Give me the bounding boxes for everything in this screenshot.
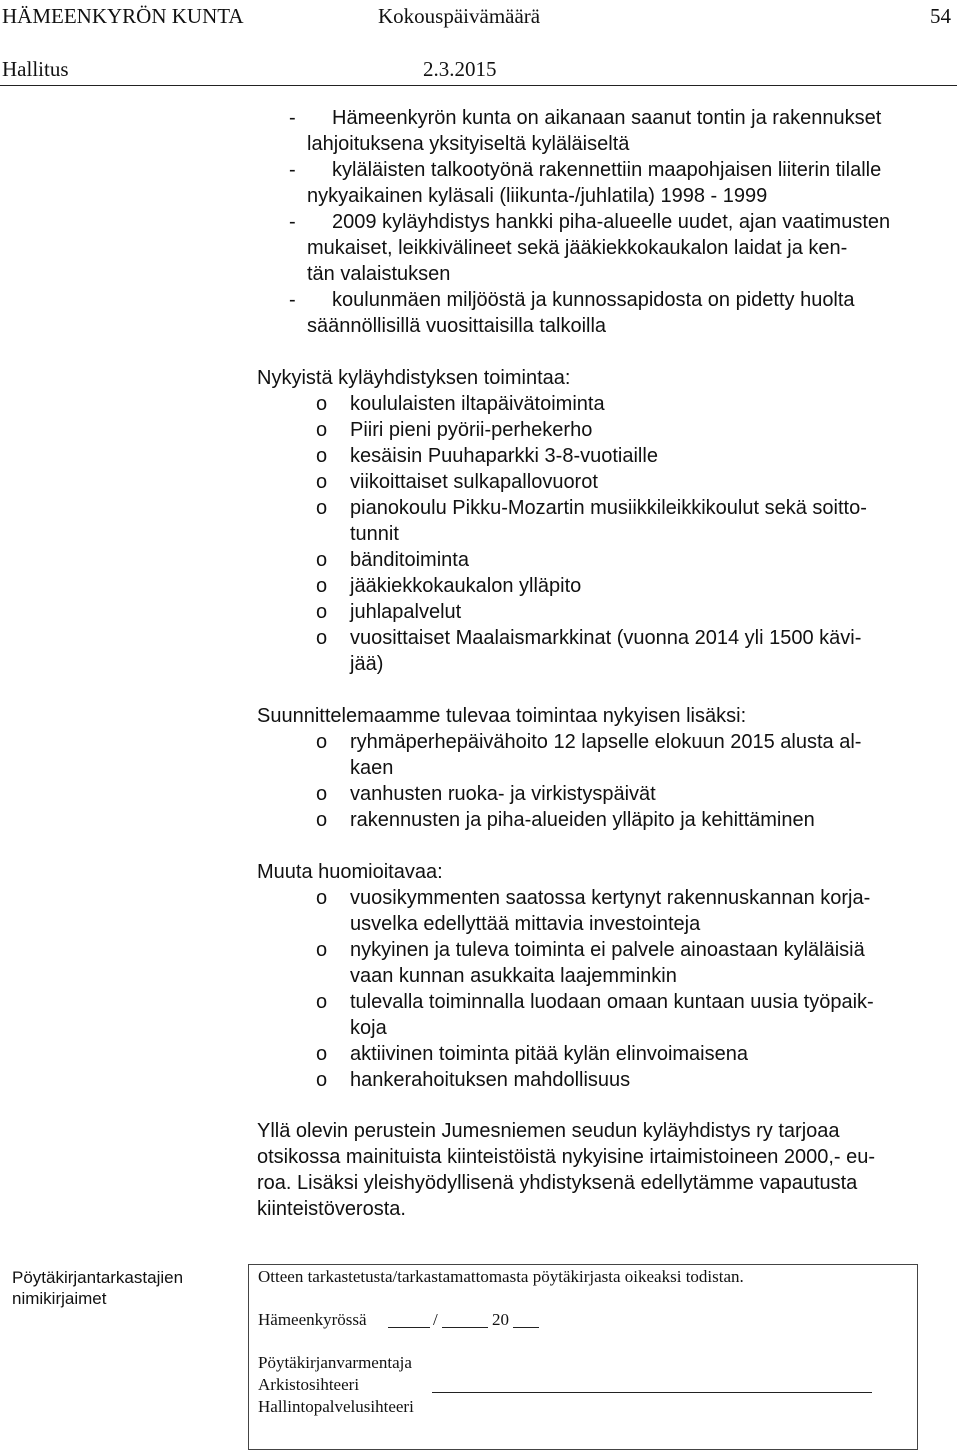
intro-line: lahjoituksena yksityiseltä kyläläiseltä	[307, 133, 630, 155]
bullet-marker: o	[316, 497, 328, 519]
bullet-marker: o	[316, 1043, 328, 1065]
list-item-continued: tunnit	[350, 523, 399, 545]
closing-line: Yllä olevin perustein Jumesniemen seudun kyläyhdistys ry tarjoaa	[257, 1120, 840, 1142]
dash-marker: -	[289, 159, 296, 181]
intro-line: mukaiset, leikkivälineet sekä jääkiekkokaukalon laidat ja ken-	[307, 237, 848, 259]
dash-marker: -	[289, 211, 296, 233]
municipality-name: HÄMEENKYRÖN KUNTA	[2, 4, 244, 28]
bullet-marker: o	[316, 1069, 328, 1091]
list-item: vuosittaiset Maalaismarkkinat (vuonna 2014 yli 1500 kävi-	[350, 627, 862, 649]
year-prefix: 20	[492, 1310, 509, 1329]
certifier-title: Pöytäkirjanvarmentaja	[258, 1353, 412, 1372]
intro-line: koulunmäen miljööstä ja kunnossapidosta on pidetty huolta	[332, 289, 855, 311]
bullet-marker: o	[316, 601, 328, 623]
closing-line: kiinteistöverosta.	[257, 1198, 406, 1220]
closing-line: roa. Lisäksi yleishyödyllisenä yhdistyksenä edellytämme vapautusta	[257, 1172, 858, 1194]
list-item: Piiri pieni pyörii-perhekerho	[350, 419, 593, 441]
list-item-continued: koja	[350, 1017, 387, 1039]
intro-line: tän valaistuksen	[307, 263, 451, 285]
intro-line: kyläläisten talkootyönä rakennettiin maapohjaisen liiterin tilalle	[332, 159, 882, 181]
dash-marker: -	[289, 107, 296, 129]
dash-marker: -	[289, 289, 296, 311]
role-archive-secretary: Arkistosihteeri	[258, 1375, 360, 1394]
section-heading: Muuta huomioitavaa:	[257, 861, 443, 883]
header-rule	[0, 85, 957, 86]
year-signature-line	[513, 1327, 539, 1328]
day-signature-line	[388, 1327, 430, 1328]
list-item-continued: usvelka edellyttää mittavia investointeja	[350, 913, 701, 935]
bullet-marker: o	[316, 419, 328, 441]
bullet-marker: o	[316, 549, 328, 571]
list-item: tulevalla toiminnalla luodaan omaan kuntaan uusia työpaik-	[350, 991, 874, 1013]
list-item: kesäisin Puuhaparkki 3-8-vuotiaille	[350, 445, 658, 467]
list-item: viikoittaiset sulkapallovuorot	[350, 471, 598, 493]
list-item: juhlapalvelut	[350, 601, 462, 623]
list-item: rakennusten ja piha-alueiden ylläpito ja kehittäminen	[350, 809, 815, 831]
body-name: Hallitus	[2, 57, 69, 81]
section-heading: Suunnittelemaamme tulevaa toimintaa nykyisen lisäksi:	[257, 705, 747, 727]
bullet-marker: o	[316, 445, 328, 467]
bullet-marker: o	[316, 731, 328, 753]
role-admin-secretary: Hallintopalvelusihteeri	[258, 1397, 414, 1416]
list-item: vuosikymmenten saatossa kertynyt rakennuskannan korja-	[350, 887, 871, 909]
intro-line: Hämeenkyrön kunta on aikanaan saanut tontin ja rakennukset	[332, 107, 882, 129]
list-item-continued: vaan kunnan asukkaita laajemminkin	[350, 965, 677, 987]
closing-line: otsikossa mainituista kiinteistöistä nykyisine irtaimistoineen 2000,- eu-	[257, 1146, 876, 1168]
bullet-marker: o	[316, 939, 328, 961]
list-item: koululaisten iltapäivätoiminta	[350, 393, 605, 415]
certification-text: Otteen tarkastetusta/tarkastamattomasta pöytäkirjasta oikeaksi todistan.	[258, 1267, 744, 1286]
list-item: hankerahoituksen mahdollisuus	[350, 1069, 631, 1091]
list-item-continued: jää)	[350, 653, 384, 675]
bullet-marker: o	[316, 991, 328, 1013]
list-item: ryhmäperhepäivähoito 12 lapselle elokuun 2015 alusta al-	[350, 731, 862, 753]
bullet-marker: o	[316, 471, 328, 493]
meeting-date: 2.3.2015	[423, 57, 497, 81]
bullet-marker: o	[316, 627, 328, 649]
list-item-continued: kaen	[350, 757, 394, 779]
date-slash: /	[433, 1310, 438, 1329]
bullet-marker: o	[316, 783, 328, 805]
list-item: bänditoiminta	[350, 549, 469, 571]
checkers-label-2: nimikirjaimet	[12, 1289, 107, 1308]
checkers-label: Pöytäkirjantarkastajien	[12, 1268, 184, 1287]
page-number: 54	[930, 4, 951, 28]
bullet-marker: o	[316, 393, 328, 415]
meeting-date-label: Kokouspäivämäärä	[378, 4, 541, 28]
bullet-marker: o	[316, 575, 328, 597]
list-item: pianokoulu Pikku-Mozartin musiikkileikkikoulut sekä soitto-	[350, 497, 867, 519]
intro-line: nykyaikainen kyläsali (liikunta-/juhlatila) 1998 - 1999	[307, 185, 768, 207]
intro-line: 2009 kyläyhdistys hankki piha-alueelle uudet, ajan vaatimusten	[332, 211, 891, 233]
month-signature-line	[442, 1327, 488, 1328]
bullet-marker: o	[316, 887, 328, 909]
place-label: Hämeenkyrössä	[258, 1310, 367, 1329]
certifier-signature-line	[432, 1392, 872, 1393]
list-item: nykyinen ja tuleva toiminta ei palvele ainoastaan kyläläisiä	[350, 939, 865, 961]
list-item: vanhusten ruoka- ja virkistyspäivät	[350, 783, 656, 805]
list-item: aktiivinen toiminta pitää kylän elinvoimaisena	[350, 1043, 748, 1065]
list-item: jääkiekkokaukalon ylläpito	[350, 575, 582, 597]
bullet-marker: o	[316, 809, 328, 831]
intro-line: säännöllisillä vuosittaisilla talkoilla	[307, 315, 607, 337]
section-heading: Nykyistä kyläyhdistyksen toimintaa:	[257, 367, 571, 389]
